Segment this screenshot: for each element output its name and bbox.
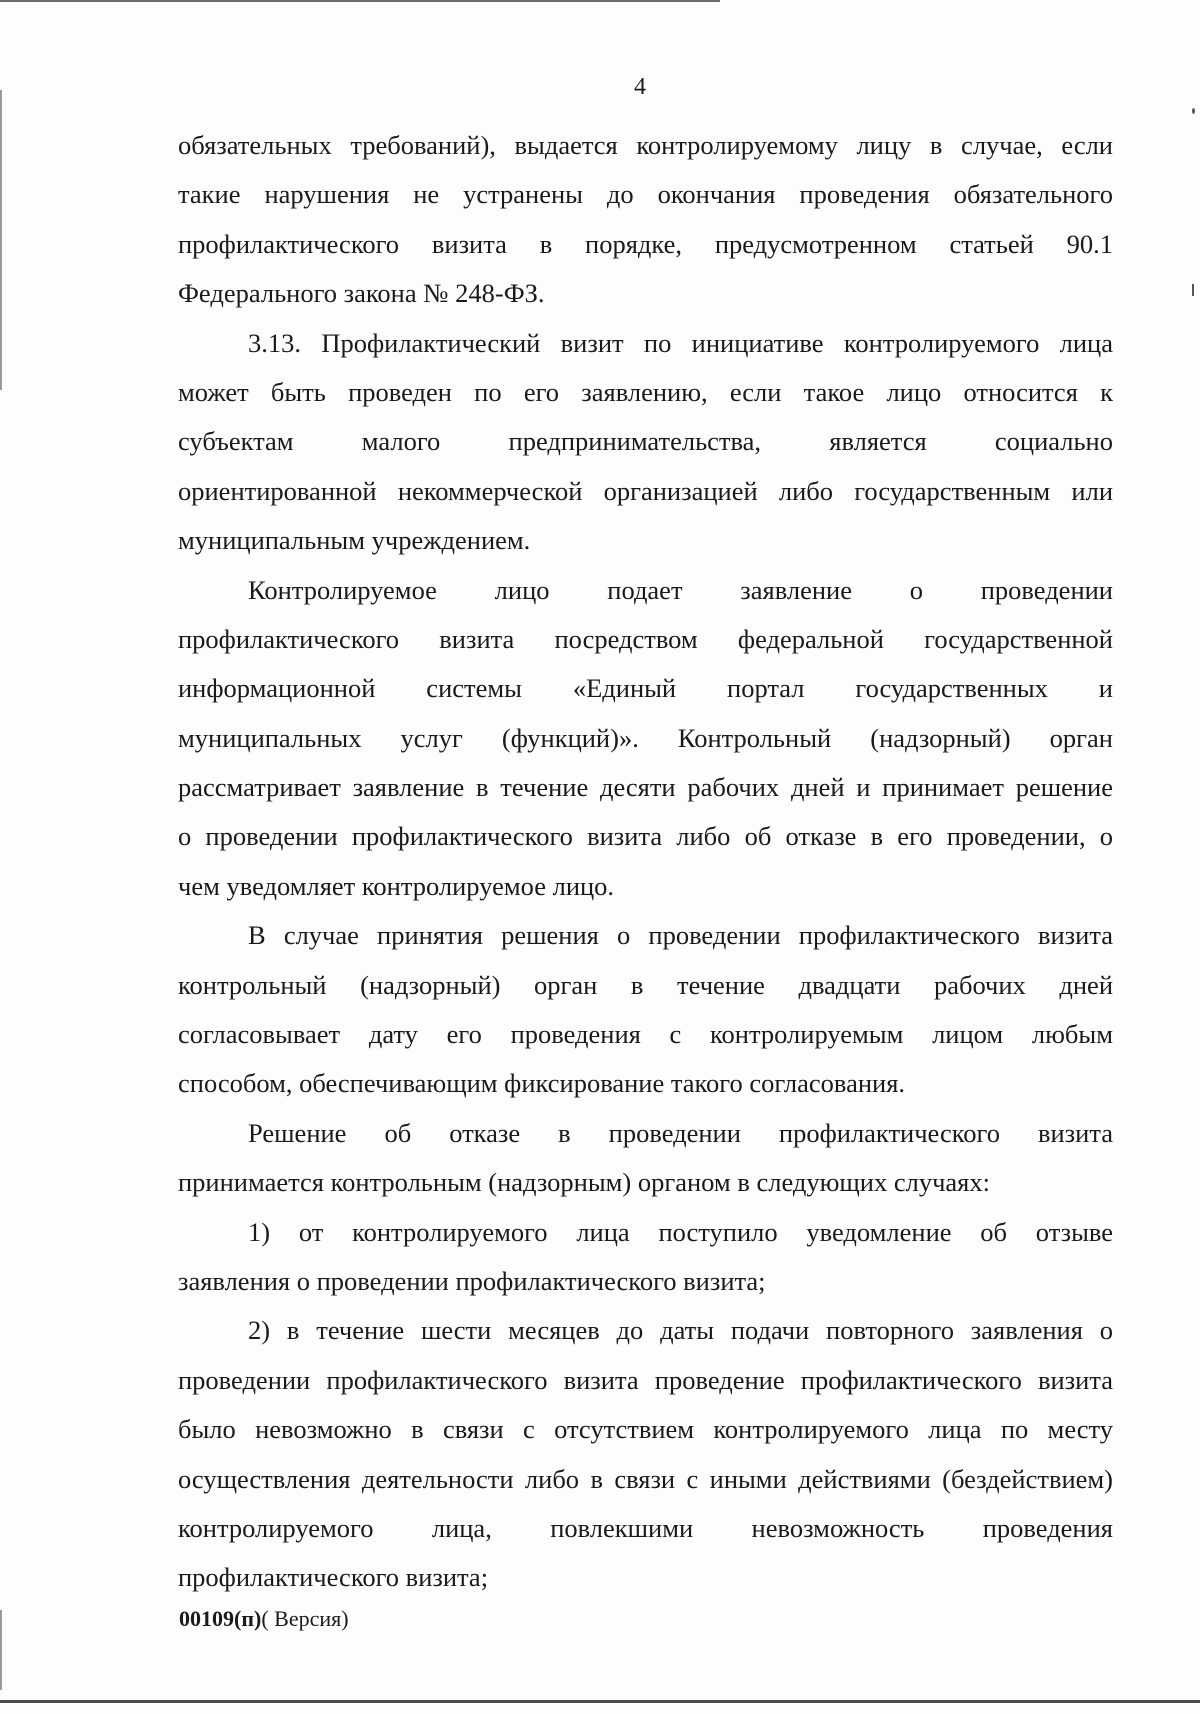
text-line: В случае принятия решения о проведении профилактического визита bbox=[248, 920, 1113, 951]
scan-edge-left-lower bbox=[0, 1610, 2, 1690]
scan-speck bbox=[1192, 108, 1195, 114]
text-line: 2) в течение шести месяцев до даты подачи повторного заявления о bbox=[248, 1315, 1113, 1346]
text-line: профилактического визита в порядке, предусмотренном статьей 90.1 bbox=[178, 228, 1113, 259]
scan-edge-bottom bbox=[0, 1700, 1200, 1703]
text-line: контролируемого лица, повлекшими невозможность проведения bbox=[178, 1512, 1113, 1543]
text-line: такие нарушения не устранены до окончания проведения обязательного bbox=[178, 179, 1113, 210]
text-line: профилактического визита посредством федеральной государственной bbox=[178, 623, 1113, 654]
scan-edge-top bbox=[0, 0, 720, 2]
text-line: контрольный (надзорный) орган в течение двадцати рабочих дней bbox=[178, 969, 1113, 1000]
scan-edge-left bbox=[0, 90, 2, 390]
text-line: 3.13. Профилактический визит по инициативе контролируемого лица bbox=[248, 327, 1113, 358]
document-footer bbox=[179, 1606, 349, 1632]
scan-speck bbox=[1192, 284, 1194, 296]
document-version: ( Версия) bbox=[261, 1606, 349, 1631]
text-line: чем уведомляет контролируемое лицо. bbox=[178, 870, 615, 901]
text-line: 1) от контролируемого лица поступило уведомление об отзыве bbox=[248, 1216, 1113, 1247]
text-line: Контролируемое лицо подает заявление о проведении bbox=[248, 574, 1113, 605]
text-line: муниципальных услуг (функций)». Контрольный (надзорный) орган bbox=[178, 722, 1113, 753]
text-line: обязательных требований), выдается контролируемому лицу в случае, если bbox=[178, 130, 1113, 160]
text-line: согласовывает дату его проведения с контролируемым лицом любым bbox=[178, 1019, 1113, 1050]
text-line: Федерального закона № 248-ФЗ. bbox=[178, 278, 545, 309]
page-number: 4 bbox=[634, 74, 646, 100]
text-line: осуществления деятельности либо в связи с иными действиями (бездействием) bbox=[178, 1463, 1113, 1494]
document-body bbox=[178, 121, 1113, 1603]
text-line: субъектам малого предпринимательства, является социально bbox=[178, 426, 1113, 457]
document-code: 00109(п) bbox=[179, 1606, 262, 1631]
text-line: о проведении профилактического визита либо об отказе в его проведении, о bbox=[178, 821, 1113, 852]
text-line: заявления о проведении профилактического визита; bbox=[178, 1265, 766, 1296]
text-line: информационной системы «Единый портал государственных и bbox=[178, 673, 1113, 704]
text-line: ориентированной некоммерческой организацией либо государственным или bbox=[178, 475, 1113, 506]
text-line: профилактического визита; bbox=[178, 1562, 489, 1593]
text-line: принимается контрольным (надзорным) органом в следующих случаях: bbox=[178, 1167, 990, 1198]
text-line: проведении профилактического визита проведение профилактического визита bbox=[178, 1364, 1113, 1395]
text-line: способом, обеспечивающим фиксирование такого согласования. bbox=[178, 1068, 906, 1099]
text-line: было невозможно в связи с отсутствием контролируемого лица по месту bbox=[178, 1414, 1113, 1445]
text-line: может быть проведен по его заявлению, если такое лицо относится к bbox=[178, 376, 1113, 407]
text-line: Решение об отказе в проведении профилактического визита bbox=[248, 1117, 1113, 1148]
text-line: рассматривает заявление в течение десяти рабочих дней и принимает решение bbox=[178, 772, 1113, 803]
text-line: муниципальным учреждением. bbox=[178, 525, 531, 556]
